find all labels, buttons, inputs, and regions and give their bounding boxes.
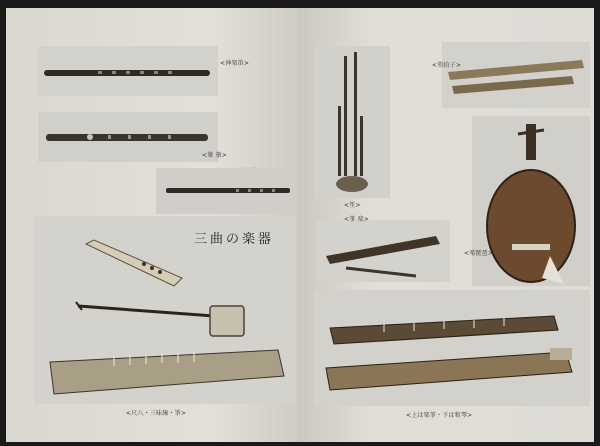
right-page [298,8,594,442]
koto-gaku-caption: <箏 楽> [344,216,369,223]
sankyoku-caption: <尺八・三味線・箏> [126,410,187,417]
shakubyoshi-caption: <笏拍子> [432,62,462,69]
gakubiwa-image [472,116,590,286]
sankyoku-photo [34,216,296,404]
gakubiwa-photo [472,116,590,286]
hichiriki-image [38,112,218,162]
kagurabue-caption: <神楽笛> [220,60,250,67]
sho-caption: <笙> [344,202,361,209]
sho-image [314,46,390,198]
gakubiwa-caption: <楽琵琶> [464,250,494,257]
koto-gaku-image [316,220,450,282]
koto-gaku-photo [316,220,450,282]
sankyoku-title: 三曲の楽器 [194,232,275,247]
hichiriki-caption: <篳 篥> [202,152,227,159]
shakubyoshi-photo [442,42,590,108]
hichiriki-photo [38,112,218,162]
sho-photo [314,46,390,198]
gakuso-wagon-image [314,290,590,406]
gakuso-wagon-caption: <上は楽箏・下は和琴> [406,412,473,419]
shakubyoshi-image [442,42,590,108]
komabue-photo [156,168,296,214]
left-page [6,8,298,442]
komabue-image [156,168,296,214]
kagurabue-photo [38,46,218,96]
gakuso-wagon-photo [314,290,590,406]
kagurabue-image [38,46,218,96]
